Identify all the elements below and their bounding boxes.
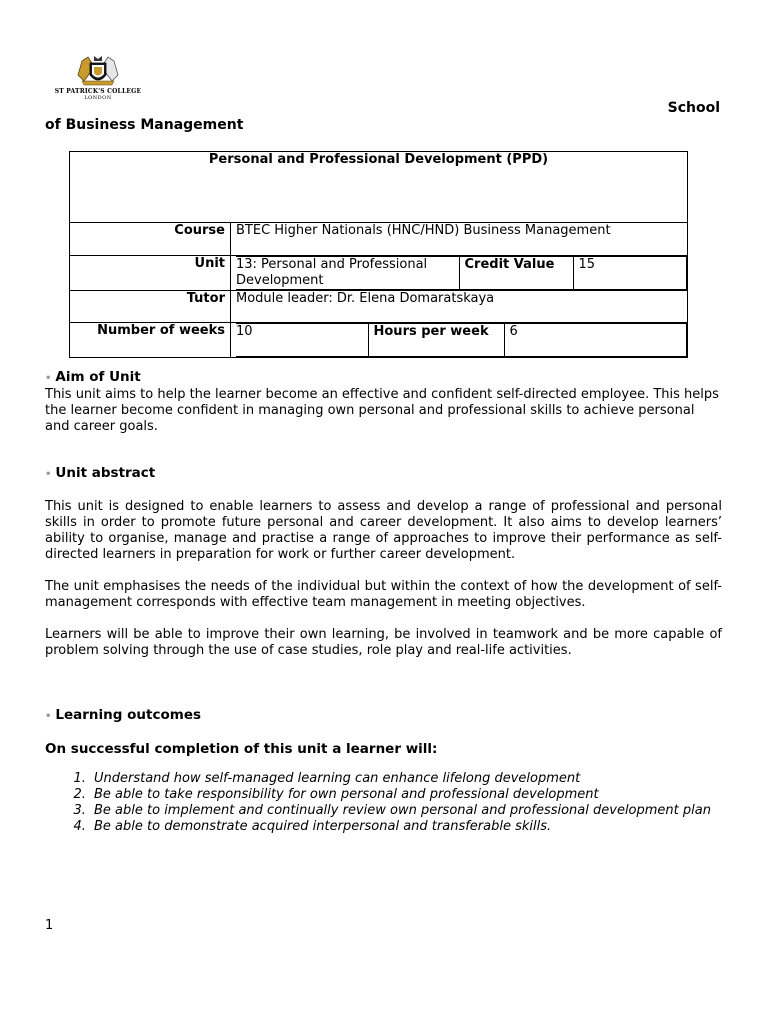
abstract-paragraph-2: The unit emphasises the needs of the individual but within the context of how the development of self-management corresponds with effective team management in meeting objectives. <box>45 579 722 610</box>
tutor-row <box>70 291 688 323</box>
abstract-paragraph-1: This unit is designed to enable learners to assess and develop a range of professional and personal skills in order to promote future personal and career development. It also aims to develop learners’ ability to organise, manage and practise a range of approaches to improve their performance as self-directed learners in preparation for work or further career development. <box>45 499 722 562</box>
bullet-icon: • <box>45 373 52 384</box>
bullet-icon: • <box>45 469 52 480</box>
bullet-icon: • <box>45 711 52 722</box>
unit-label: Unit <box>70 256 231 291</box>
list-item: 1. Understand how self-managed learning can enhance lifelong development <box>90 771 722 787</box>
abstract-heading: • Unit abstract <box>45 465 156 481</box>
abstract-section <box>45 465 722 659</box>
aim-heading: • Aim of Unit <box>45 369 141 385</box>
tutor-value: Module leader: Dr. Elena Domaratskaya <box>231 291 688 323</box>
tutor-label: Tutor <box>70 291 231 323</box>
school-title-rest: of Business Management <box>45 117 244 133</box>
college-logo <box>52 55 144 105</box>
outcomes-section <box>45 707 722 835</box>
logo-college-name: ST PATRICK'S COLLEGE <box>54 88 142 95</box>
abstract-paragraph-3: Learners will be able to improve their own learning, be involved in teamwork and be more capable of problem solving through the use of case studies, role play and real-life activities. <box>45 627 722 658</box>
unit-info-table <box>69 151 688 358</box>
unit-row <box>70 256 688 291</box>
hours-label: Hours per week <box>368 324 504 357</box>
school-title-word: School <box>667 100 720 116</box>
aim-section <box>45 369 722 435</box>
outcomes-heading: • Learning outcomes <box>45 707 202 723</box>
course-label: Course <box>70 223 231 256</box>
credit-value: 15 <box>573 257 687 290</box>
outcomes-list <box>45 771 722 835</box>
outcomes-intro: On successful completion of this unit a learner will: <box>45 741 438 757</box>
list-item: 2. Be able to take responsibility for own personal and professional development <box>90 787 722 803</box>
list-item: 4. Be able to demonstrate acquired interpersonal and transferable skills. <box>90 819 722 835</box>
unit-title: Personal and Professional Development (PPD) <box>70 152 688 223</box>
list-item: 3. Be able to implement and continually review own personal and professional development plan <box>90 803 722 819</box>
page-number: 1 <box>45 918 54 933</box>
credit-label: Credit Value <box>459 257 573 290</box>
course-row <box>70 223 688 256</box>
course-value: BTEC Higher Nationals (HNC/HND) Business Management <box>231 223 688 256</box>
weeks-value: 10 <box>236 324 368 357</box>
hours-value: 6 <box>504 324 687 357</box>
weeks-row <box>70 323 688 358</box>
table-title-row <box>70 152 688 223</box>
unit-value: 13: Personal and Professional Development <box>236 257 459 290</box>
logo-city: LONDON <box>84 95 112 101</box>
aim-text: This unit aims to help the learner become an effective and confident self-directed employee. This helps the learner become confident in managing own personal and professional skills to achieve personal and career goals. <box>45 387 719 434</box>
college-crest-icon <box>68 55 128 87</box>
weeks-label: Number of weeks <box>70 323 231 358</box>
